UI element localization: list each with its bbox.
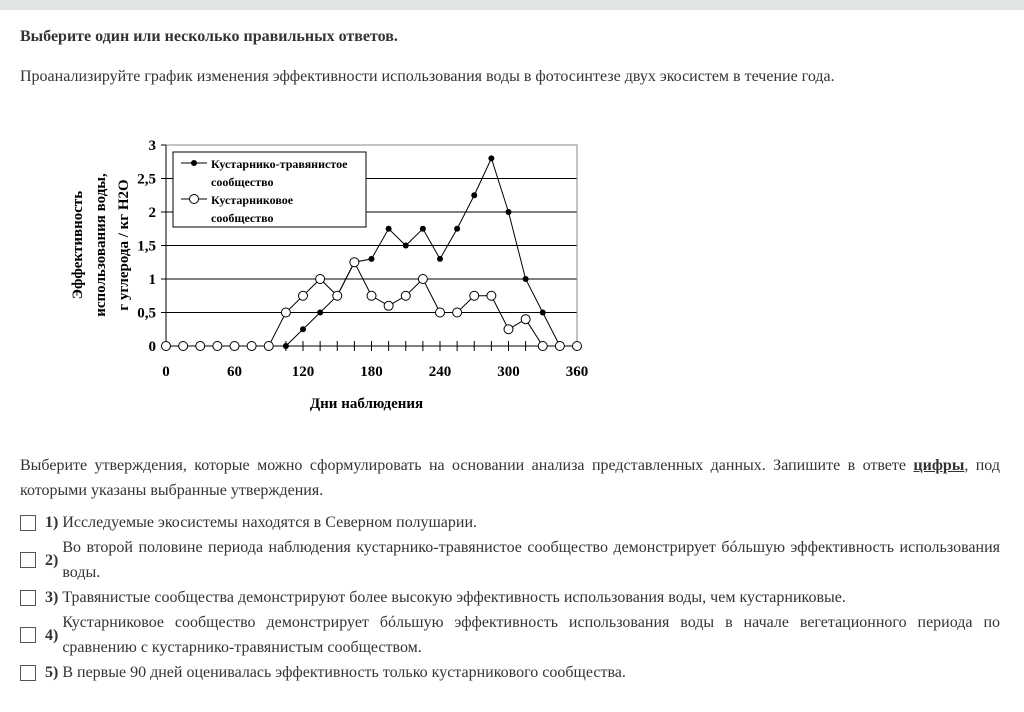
data-point-open — [162, 342, 171, 351]
series-line — [166, 262, 577, 346]
data-point-open — [521, 315, 530, 324]
legend-marker-filled — [191, 160, 197, 166]
series-shrub — [162, 258, 582, 351]
y-axis-title — [70, 173, 132, 317]
x-tick-label: 240 — [428, 364, 452, 380]
data-point-filled — [540, 310, 546, 316]
option-text: Исследуемые экосистемы находятся в Северном полушарии. — [62, 514, 478, 531]
y-tick-labels — [137, 138, 156, 355]
data-point-filled — [369, 256, 375, 262]
y-tick-label: 2 — [148, 205, 156, 221]
x-tick-labels — [162, 364, 588, 380]
question-text — [20, 453, 1000, 503]
data-point-open — [281, 308, 290, 317]
instruction-heading: Выберите один или несколько правильных ответов. — [20, 28, 398, 45]
y-tick-label: 2,5 — [137, 171, 156, 188]
question-emphasis: цифры — [913, 457, 965, 474]
option-number: 5) — [45, 664, 59, 681]
data-point-open — [264, 342, 273, 351]
y-axis-title-line: использования воды, — [93, 173, 109, 317]
task-text: Проанализируйте график изменения эффективности использования воды в фотосинтезе двух экосистем в течение года. — [20, 68, 835, 85]
option-1[interactable] — [20, 510, 1000, 535]
option-3[interactable] — [20, 585, 1000, 610]
data-point-open — [453, 308, 462, 317]
data-point-open — [230, 342, 239, 351]
data-point-open — [436, 308, 445, 317]
option-checkbox[interactable] — [20, 590, 36, 606]
question-after: , под которыми указаны выбранные утверждения. — [20, 457, 1000, 499]
legend-label: сообщество — [211, 211, 274, 225]
option-2[interactable] — [20, 535, 1000, 585]
option-text: Кустарниковое сообщество демонстрирует бóльшую эффективность использования воды в начале вегетационного периода по сравнению с кустарнико-травянистым сообществом. — [62, 614, 1000, 656]
data-point-open — [316, 275, 325, 284]
x-tick-label: 360 — [565, 364, 589, 380]
y-axis-title-text — [70, 173, 132, 317]
data-point-open — [333, 291, 342, 300]
x-axis-title: Дни наблюдения — [309, 396, 424, 412]
data-point-open — [179, 342, 188, 351]
data-point-filled — [300, 326, 306, 332]
data-point-open — [299, 291, 308, 300]
legend — [173, 152, 366, 227]
data-point-open — [367, 291, 376, 300]
data-point-open — [470, 291, 479, 300]
y-tick-label: 1 — [148, 272, 156, 288]
top-bar — [0, 0, 1024, 10]
y-tick-label: 1,5 — [137, 238, 156, 255]
legend-marker-open — [190, 195, 199, 204]
option-number: 1) — [45, 514, 59, 531]
question-before: Выберите утверждения, которые можно сформулировать на основании анализа представленных данных. Запишите в ответе — [20, 457, 914, 474]
option-text: Во второй половине периода наблюдения кустарнико-травянистое сообщество демонстрирует бóльшую эффективность использования воды. — [62, 539, 1000, 581]
data-point-open — [573, 342, 582, 351]
x-tick-label: 60 — [227, 364, 242, 380]
data-point-filled — [317, 310, 323, 316]
option-text: Травянистые сообщества демонстрируют более высокую эффективность использования воды, чем кустарниковые. — [62, 589, 846, 606]
legend-label: Кустарниковое — [211, 193, 294, 207]
data-point-open — [538, 342, 547, 351]
data-point-filled — [386, 226, 392, 232]
y-axis-title-line: г углерода / кг Н2О — [116, 179, 132, 311]
data-point-open — [196, 342, 205, 351]
data-point-filled — [403, 243, 409, 249]
data-point-open — [555, 342, 564, 351]
y-tick-label: 0,5 — [137, 305, 156, 322]
data-point-open — [487, 291, 496, 300]
data-point-filled — [437, 256, 443, 262]
option-text: В первые 90 дней оценивалась эффективность только кустарникового сообщества. — [62, 664, 626, 681]
option-number: 3) — [45, 589, 59, 606]
data-point-open — [401, 291, 410, 300]
option-number: 2) — [45, 551, 59, 569]
data-point-open — [384, 301, 393, 310]
option-4[interactable] — [20, 610, 1000, 660]
data-point-open — [350, 258, 359, 267]
legend-label: Кустарнико-травянистое — [211, 157, 348, 171]
option-checkbox[interactable] — [20, 552, 36, 568]
y-axis-title-line: Эффективность — [70, 190, 86, 300]
x-tick-label: 0 — [162, 364, 170, 380]
legend-label: сообщество — [211, 175, 274, 189]
y-tick-label: 0 — [148, 339, 156, 355]
data-point-open — [418, 275, 427, 284]
y-tick-label: 3 — [148, 138, 156, 154]
data-point-filled — [420, 226, 426, 232]
data-point-filled — [506, 209, 512, 215]
water-efficiency-chart — [40, 130, 600, 420]
data-point-filled — [283, 343, 289, 349]
x-tick-label: 180 — [360, 364, 383, 380]
data-point-open — [247, 342, 256, 351]
data-point-filled — [471, 192, 477, 198]
option-checkbox[interactable] — [20, 515, 36, 531]
option-checkbox[interactable] — [20, 665, 36, 681]
data-point-filled — [523, 276, 529, 282]
data-point-filled — [488, 155, 494, 161]
option-5[interactable] — [20, 660, 1000, 685]
data-point-open — [504, 325, 513, 334]
data-point-open — [213, 342, 222, 351]
x-tick-label: 120 — [291, 364, 315, 380]
data-point-filled — [454, 226, 460, 232]
option-number: 4) — [45, 626, 59, 644]
x-tick-label: 300 — [497, 364, 520, 380]
option-checkbox[interactable] — [20, 627, 36, 643]
